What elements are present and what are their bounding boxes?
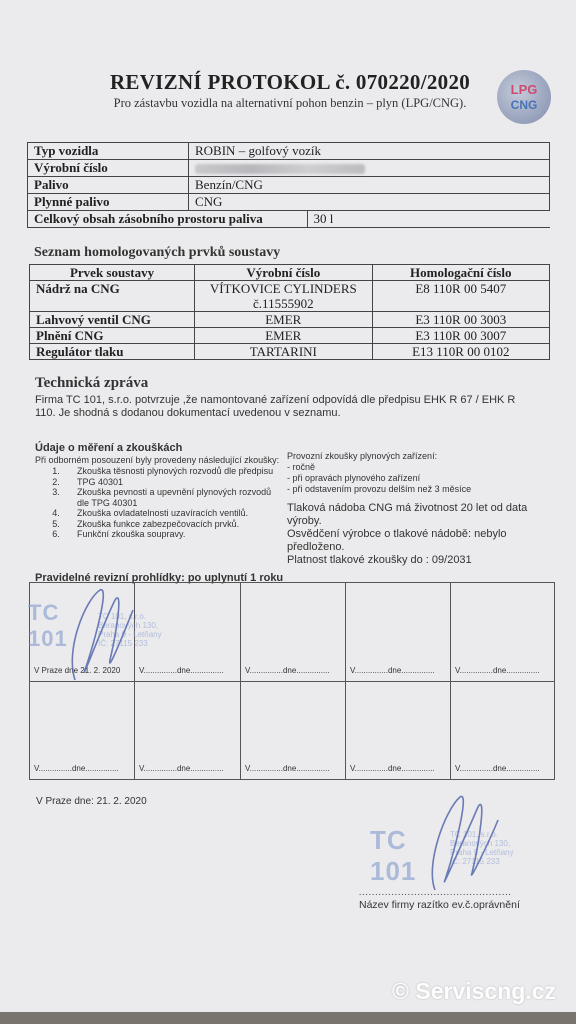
page-subtitle: Pro zástavbu vozidla na alternativní pohon benzin – plyn (LPG/CNG). <box>113 96 467 110</box>
note-pressure-test: Platnost tlakové zkoušky do : 09/2031 <box>287 554 472 566</box>
components-heading: Seznam homologovaných prvků soustavy <box>34 245 281 260</box>
cylinder-notes <box>287 502 557 567</box>
component-serial-line1: VÍTKOVICE CYLINDERS <box>209 281 357 296</box>
revision-cell <box>240 681 346 780</box>
operational-tests <box>287 451 557 495</box>
revision-cell <box>345 582 451 682</box>
revision-placeholder: V...............dne............... <box>455 764 540 773</box>
list-item <box>35 477 275 488</box>
revision-placeholder: V...............dne............... <box>350 764 435 773</box>
test-text: Zkouška ovladatelnosti uzavíracích ventilů. <box>77 508 249 518</box>
signature-line: ............................................... <box>359 887 512 897</box>
revision-cell <box>240 582 346 682</box>
table-row <box>28 143 550 160</box>
vehicle-table <box>27 142 550 228</box>
revision-cell <box>29 681 135 780</box>
report-heading: Technická zpráva <box>35 375 149 391</box>
vehicle-type-label: Typ vozidla <box>28 143 189 160</box>
test-number: 5. <box>52 518 60 529</box>
stamp-line: IČ: 27115 233 <box>450 857 500 866</box>
test-text: Zkouška funkce zabezpečovacích prvků. <box>77 518 240 529</box>
revision-placeholder: V...............dne............... <box>455 666 540 675</box>
gas-fuel-label: Plynné palivo <box>28 194 189 211</box>
vin-label: Výrobní číslo <box>28 160 189 177</box>
fuel-label: Palivo <box>28 177 189 194</box>
component-name: Nádrž na CNG <box>30 281 195 312</box>
firm-stamp-label: Název firmy razítko ev.č.oprávnění <box>359 899 520 911</box>
stamp-line: Beranových 130, <box>98 621 159 630</box>
capacity-value: 30 l <box>307 211 550 228</box>
capacity-label: Celkový obsah zásobního prostoru paliva <box>28 211 308 228</box>
tests-list <box>35 466 275 540</box>
list-item: - při odstavením provozu delším než 3 měsíce <box>287 484 472 494</box>
test-number: 3. <box>52 487 60 497</box>
component-homologation: E3 110R 00 3007 <box>372 328 549 344</box>
components-table <box>29 264 550 360</box>
table-row <box>30 312 550 328</box>
measurements-intro: Při odborném posouzení byly provedeny následující zkoušky: <box>35 455 280 465</box>
revision-cell <box>450 681 555 780</box>
table-row <box>30 328 550 344</box>
list-item <box>35 508 275 519</box>
logo-text-top: LPG <box>510 82 538 97</box>
stamp-logo-text: TC 101 <box>28 600 68 651</box>
vin-value <box>189 160 550 177</box>
note-lifetime: Tlaková nádoba CNG má životnost 20 let od data výroby. <box>287 502 528 527</box>
list-item: - při opravách plynového zařízení <box>287 473 421 483</box>
test-text: Funkční zkouška soupravy. <box>77 529 186 539</box>
report-text: Firma TC 101, s.r.o. potvrzuje ,že namontované zařízení odpovídá dle předpisu EHK R 67 / EHK R 110. Je shodná s dodanou dokumentací uvedenou v seznamu. <box>35 394 516 419</box>
signature-icon <box>55 580 145 690</box>
footer-signature-icon <box>410 785 510 895</box>
stamp-line: TC 101, s.r.o. <box>450 830 499 839</box>
revision-cell <box>345 681 451 780</box>
page-title: REVIZNÍ PROTOKOL č. 070220/2020 <box>109 70 471 94</box>
test-number: 2. <box>52 476 60 487</box>
table-row <box>28 211 550 228</box>
issue-date: V Praze dne: 21. 2. 2020 <box>36 796 147 807</box>
redacted-serial <box>195 164 365 174</box>
revision-date-first: V Praze dne 21. 2. 2020 <box>34 666 121 675</box>
table-row <box>28 194 550 211</box>
component-name: Plnění CNG <box>30 328 195 344</box>
component-homologation: E8 110R 00 5407 <box>372 281 549 312</box>
revision-placeholder: V...............dne............... <box>139 764 224 773</box>
component-serial: TARTARINI <box>195 344 372 360</box>
logo-text-bottom: CNG <box>510 98 538 112</box>
measurements-heading: Údaje o měření a zkouškách <box>35 442 183 454</box>
col-header-homologation: Homologační číslo <box>372 265 549 281</box>
revision-placeholder: V...............dne............... <box>245 666 330 675</box>
list-item: - ročně <box>287 462 316 472</box>
note-certificate: Osvědčení výrobce o tlakové nádobě: nebylo předloženo. <box>287 528 507 553</box>
operational-heading: Provozní zkoušky plynových zařízení: <box>287 451 438 461</box>
test-number: 1. <box>52 466 60 476</box>
component-homologation: E3 110R 00 3003 <box>372 312 549 328</box>
footer-stamp-logo-text: TC 101 <box>370 825 417 886</box>
component-serial: EMER <box>195 312 372 328</box>
component-name: Lahvový ventil CNG <box>30 312 195 328</box>
list-item <box>35 519 275 530</box>
gas-fuel-value: CNG <box>189 194 550 211</box>
list-item <box>35 466 275 477</box>
revisions-heading: Pravidelné revizní prohlídky: po uplynutí 1 roku <box>35 572 284 584</box>
revision-cell <box>450 582 555 682</box>
fuel-value: Benzín/CNG <box>189 177 550 194</box>
revision-placeholder: V...............dne............... <box>350 666 435 675</box>
stamp-line: Beranových 130, <box>450 839 511 848</box>
component-homologation: E13 110R 00 0102 <box>372 344 549 360</box>
component-serial-line2: č.11555902 <box>253 296 314 311</box>
stamp-line: IČ: 27115 233 <box>98 639 148 648</box>
col-header-serial: Výrobní číslo <box>195 265 372 281</box>
revision-placeholder: V...............dne............... <box>139 666 224 675</box>
list-item <box>35 487 275 508</box>
test-text: Zkouška pevnosti a upevnění plynových rozvodů dle TPG 40301 <box>77 487 272 508</box>
test-number: 4. <box>52 508 60 518</box>
table-row <box>28 177 550 194</box>
list-item <box>35 529 275 540</box>
watermark: © Serviscng.cz <box>392 978 556 1004</box>
test-number: 6. <box>52 529 60 539</box>
lpg-cng-logo <box>497 70 551 124</box>
component-serial <box>195 281 372 312</box>
col-header-component: Prvek soustavy <box>30 265 195 281</box>
component-name: Regulátor tlaku <box>30 344 195 360</box>
background-table-edge <box>0 1012 576 1024</box>
revision-cell <box>134 681 241 780</box>
table-row <box>30 281 550 312</box>
stamp-line: TC 101, s.r.o. <box>98 612 147 621</box>
table-row <box>30 344 550 360</box>
stamp-line: Praha 9 - Letňany <box>450 848 514 857</box>
revision-placeholder: V...............dne............... <box>245 764 330 773</box>
stamp-line: Praha 9 - Letňany <box>98 630 162 639</box>
test-text: Zkouška těsnosti plynových rozvodů dle předpisu <box>77 466 274 476</box>
component-serial: EMER <box>195 328 372 344</box>
vehicle-type-value: ROBIN – golfový vozík <box>189 143 550 160</box>
test-text: TPG 40301 <box>77 476 124 487</box>
table-header-row <box>30 265 550 281</box>
table-row <box>28 160 550 177</box>
revision-placeholder: V...............dne............... <box>34 764 119 773</box>
